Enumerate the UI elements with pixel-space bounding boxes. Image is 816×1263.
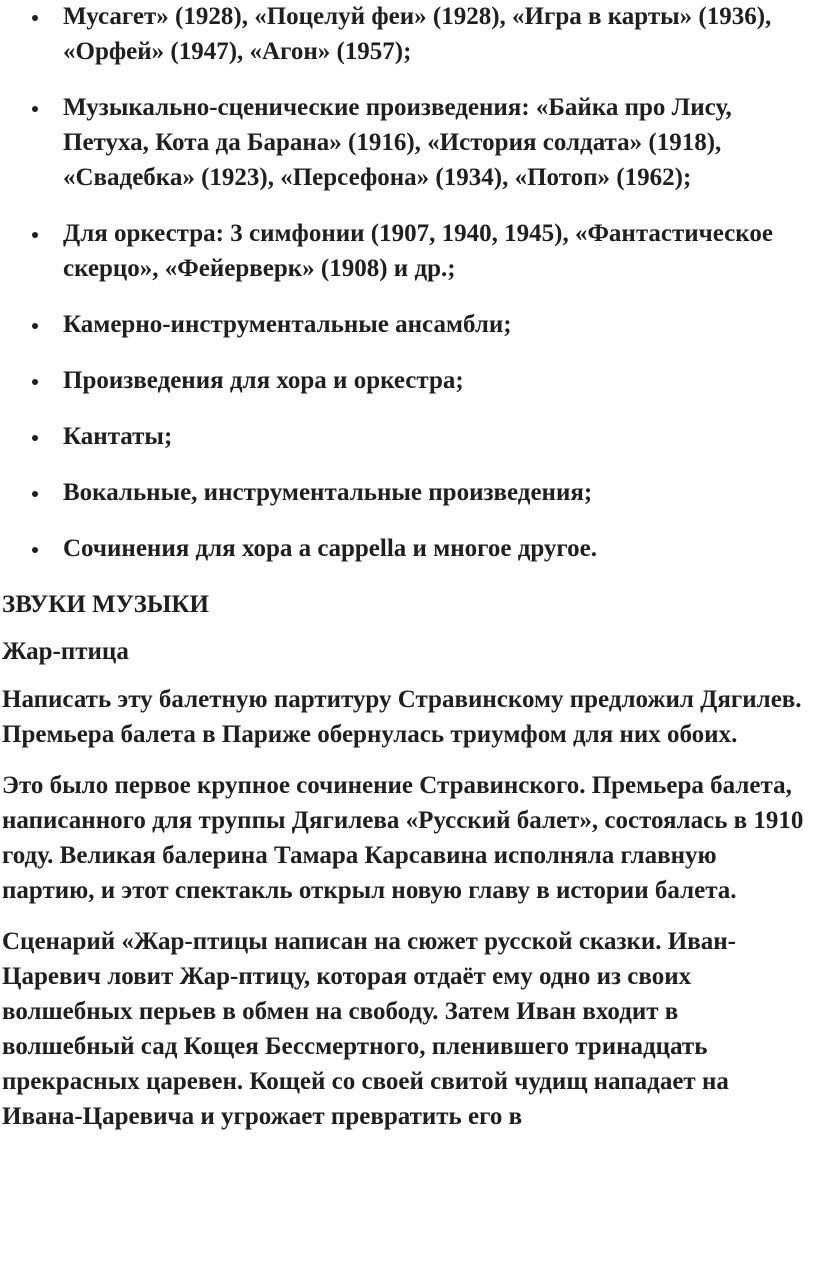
list-item	[0, 363, 816, 398]
bullet-icon	[32, 15, 38, 21]
list-item	[0, 90, 816, 195]
list-item	[0, 216, 816, 286]
list-item	[0, 531, 816, 566]
list-item	[0, 0, 816, 69]
list-item	[0, 419, 816, 454]
list-item-text: Вокальные, инструментальные произведения;	[63, 479, 593, 506]
subsection-title: Жар-птица	[2, 638, 129, 665]
list-item-text: Сочинения для хора a cappella и многое другое.	[63, 535, 597, 562]
bullet-icon	[32, 491, 38, 497]
list-item-text: Музыкально-сценические произведения: «Байка про Лису, Петуха, Кота да Барана» (1916), «История солдата» (1918), «Свадебка» (1923), «Персефона» (1934), «Потоп» (1962);	[63, 94, 732, 191]
section-title: ЗВУКИ МУЗЫКИ	[2, 591, 209, 618]
bullet-icon	[32, 547, 38, 553]
paragraph: Написать эту балетную партитуру Стравинскому предложил Дягилев. Премьера балета в Париже обернулась триумфом для них обоих.	[2, 686, 802, 748]
list-item-text: Произведения для хора и оркестра;	[63, 367, 464, 394]
list-item-text: Для оркестра: 3 симфонии (1907, 1940, 1945), «Фантастическое скерцо», «Фейерверк» (1908) и др.;	[63, 220, 773, 282]
bullet-icon	[32, 323, 38, 329]
list-item-text: Камерно-инструментальные ансамбли;	[63, 311, 512, 338]
bullet-icon	[32, 232, 38, 238]
bullet-icon	[32, 379, 38, 385]
paragraph: Сценарий «Жар-птицы написан на сюжет русской сказки. Иван-Царевич ловит Жар-птицу, которая отдаёт ему одно из своих волшебных перьев в обмен на свободу. Затем Иван входит в волшебный сад Кощея Бессмертного, пленившего тринадцать прекрасных царевен. Кощей со своей свитой чудищ нападает на Ивана-Царевича и угрожает превратить его в	[2, 928, 736, 1130]
bullet-icon	[32, 106, 38, 112]
list-item-text: Мусагет» (1928), «Поцелуй феи» (1928), «Игра в карты» (1936), «Орфей» (1947), «Агон» (1957);	[63, 3, 772, 65]
paragraph: Это было первое крупное сочинение Стравинского. Премьера балета, написанного для труппы Дягилева «Русский балет», состоялась в 1910 году. Великая балерина Тамара Карсавина исполняла главную партию, и этот спектакль открыл новую главу в истории балета.	[2, 772, 804, 904]
list-item	[0, 307, 816, 342]
list-item-text: Кантаты;	[63, 423, 173, 450]
list-item	[0, 475, 816, 510]
works-list	[0, 0, 816, 566]
bullet-icon	[32, 435, 38, 441]
